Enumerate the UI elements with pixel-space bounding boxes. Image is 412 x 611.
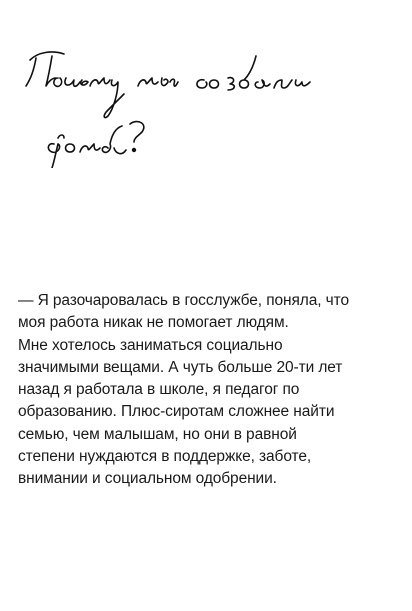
title-handwriting-image [18,38,378,168]
handwritten-title [18,38,378,168]
quote-paragraph: — Я разочаровалась в госслужбе, поняла, что моя работа никак не помогает людям. Мне хотелось заниматься социально значимыми вещами. А чуть больше 20-ти лет назад я работала в школе, я педагог по образованию. Плюс-сиротам сложнее найти семью, чем малышам, но они в равной степени нуждаются в поддержке, заботе, внимании и социальном одобрении. [18,292,349,488]
